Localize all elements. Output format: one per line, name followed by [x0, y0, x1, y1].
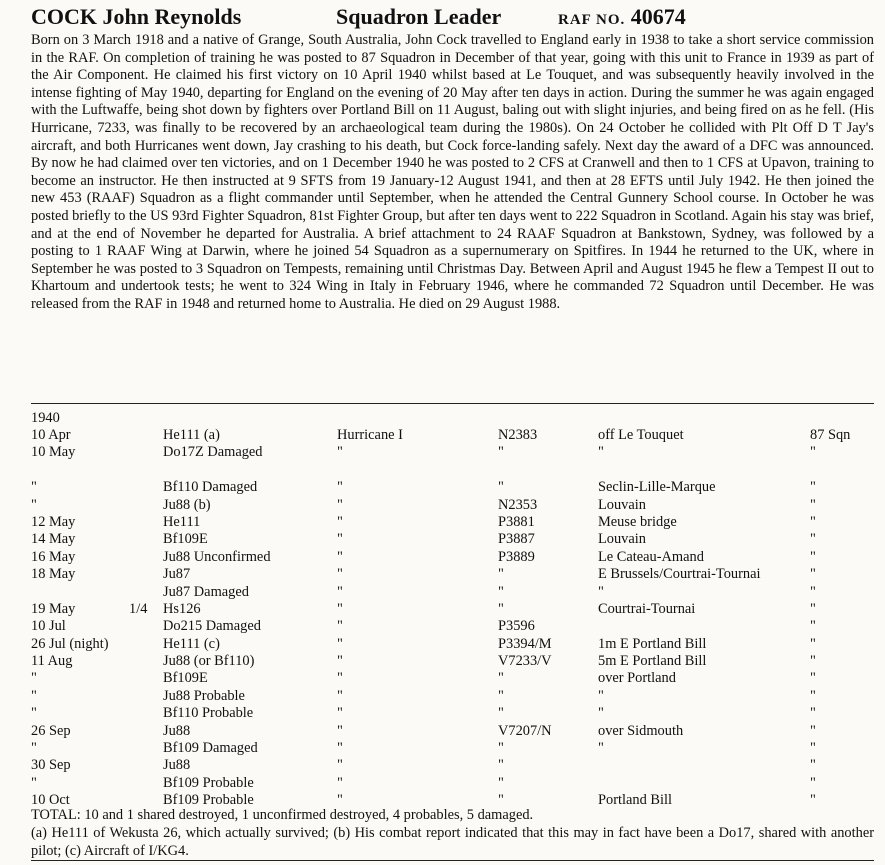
table-row [31, 618, 881, 635]
claim-serial-cell: P3881 [498, 513, 535, 530]
claim-date-cell: 10 Jul [31, 618, 66, 635]
claim-aircraft-cell: " [337, 740, 343, 757]
claim-squadron-cell: " [810, 740, 816, 757]
table-row [31, 723, 881, 740]
claim-serial-cell: V7233/V [498, 653, 552, 670]
raf-number-label: RAF NO. [558, 12, 626, 28]
claim-location-cell: " [598, 705, 604, 722]
claim-serial-cell: V7207/N [498, 722, 552, 739]
table-row [31, 653, 881, 670]
raf-number [558, 4, 686, 30]
claim-serial-cell: P3596 [498, 618, 535, 635]
claim-date-cell: 26 Sep [31, 722, 71, 739]
claim-squadron-cell: " [810, 653, 816, 670]
claim-aircraft-cell: " [337, 566, 343, 583]
claim-serial-cell: N2353 [498, 496, 538, 513]
claim-serial-cell: " [498, 479, 504, 496]
claim-aircraft-cell: " [337, 774, 343, 791]
claim-serial-cell: " [498, 566, 504, 583]
claim-aircraft-cell: " [337, 635, 343, 652]
biography-paragraph: Born on 3 March 1918 and a native of Grange, South Australia, John Cock travelled to England early in 1938 to take a short service commission in the RAF. On completion of training he was posted to 87 Squadron in December of that year, going with this unit to France in 1939 as part of the Air Component. He claimed his first victory on 10 April 1940 whilst based at Le Touquet, and was subsequently heavily involved in the intense fighting of May 1940, departing for England on the evening of 20 May after ten days in action. During the summer he was again engaged with the Luftwaffe, being shot down by fighters over Portland Bill on 11 August, baling out with slight injuries, and being fired on as he fell. (His Hurricane, 7233, was finally to be recovered by an archaeological team during the 1980s). On 24 October he collided with Plt Off D T Jay's aircraft, and both Hurricanes went down, Jay crashing to his death, but Cock force-landing safely. Next day the award of a DFC was announced. By now he had claimed over ten victories, and on 1 December 1940 he was posted to 2 CFS at Cranwell and then to 1 CFS at Upavon, training to become an instructor. He then instructed at 9 SFTS from 19 January-12 August 1941, and then at 28 EFTS until July 1942. He then joined the new 453 (RAAF) Squadron as a flight commander until September, when he attended the Central Gunnery School course. In October he was posted briefly to the US 93rd Fighter Squadron, 81st Fighter Group, but after ten days went to 222 Squadron in Scotland. Again his stay was brief, and at the end of November he departed for Australia. A brief attachment to 24 RAAF Squadron at Bankstown, Sydney, was followed by a posting to 1 RAAF Wing at Darwin, where he joined 54 Squadron as a supernumerary on Spitfires. In 1944 he returned to the UK, where in September he was posted to 3 Squadron on Tempests, remaining until Christmas Day. Between April and August 1945 he flew a Tempest II out to Khartoum and undertook tests; he went to 324 Wing in Italy in February 1946, where he commanded 72 Squadron until December. He was released from the RAF in 1948 and returned home to Australia. He died on 29 August 1988. [31, 32, 874, 312]
claim-serial-cell: " [498, 705, 504, 722]
claim-location-cell: off Le Touquet [598, 427, 684, 443]
claim-date-cell: 14 May [31, 531, 76, 548]
claim-aircraft-cell: " [337, 653, 343, 670]
claim-aircraft-cell: " [337, 513, 343, 530]
claim-squadron-cell: 87 Sqn [810, 427, 851, 443]
claim-type-cell: He111 [163, 513, 201, 530]
claim-serial-cell: " [498, 687, 504, 704]
claim-serial-cell: " [498, 757, 504, 774]
claim-aircraft-cell: " [337, 670, 343, 687]
claim-aircraft-cell: " [337, 531, 343, 548]
table-row [31, 705, 881, 722]
table-row [31, 531, 881, 548]
pilot-rank: Squadron Leader [336, 4, 502, 29]
claim-squadron-cell: " [810, 687, 816, 704]
claims-rows [31, 427, 881, 810]
claim-squadron-cell: " [810, 531, 816, 548]
table-row [31, 549, 881, 566]
claim-squadron-cell: " [810, 792, 816, 809]
claim-date-cell: 10 Oct [31, 792, 70, 809]
claim-aircraft-cell: " [337, 600, 343, 617]
claim-squadron-cell: " [810, 566, 816, 583]
claim-type-cell: Ju88 [163, 722, 191, 739]
bottom-divider [31, 860, 874, 861]
raf-number-value: 40674 [630, 4, 686, 29]
top-divider [31, 403, 874, 404]
claim-date-cell: 18 May [31, 566, 76, 583]
claim-date-cell: 12 May [31, 513, 76, 530]
claim-serial-cell: " [498, 600, 504, 617]
claim-type-cell: He111 (a) [163, 427, 220, 443]
claim-type-cell: Ju87 [163, 566, 191, 583]
claim-location-cell: Seclin-Lille-Marque [598, 479, 716, 496]
claim-aircraft-cell: " [337, 757, 343, 774]
claim-location-cell: over Sidmouth [598, 722, 684, 739]
table-row [31, 636, 881, 653]
claim-type-cell: Ju88 (or Bf110) [163, 653, 255, 670]
table-row [31, 757, 881, 774]
claim-type-cell: Ju88 (b) [163, 496, 211, 513]
claim-type-cell: Bf109E [163, 670, 208, 687]
claim-serial-cell: " [498, 583, 504, 600]
claim-location-cell: " [598, 740, 604, 757]
claim-location-cell: " [598, 444, 604, 461]
table-row [31, 775, 881, 792]
claim-type-cell: Ju87 Damaged [163, 583, 249, 600]
claim-share-cell: 1/4 [129, 600, 148, 617]
claim-squadron-cell: " [810, 444, 816, 461]
claim-location-cell: Courtrai-Tournai [598, 600, 696, 617]
table-row [31, 670, 881, 687]
claim-type-cell: Do215 Damaged [163, 618, 261, 635]
claim-date-cell: 26 Jul (night) [31, 635, 109, 652]
claim-type-cell: Do17Z Damaged [163, 444, 263, 461]
claim-date-cell: " [31, 479, 37, 496]
claims-table [31, 410, 881, 810]
claims-year: 1940 [31, 410, 60, 426]
claim-date-cell: " [31, 705, 37, 722]
claim-location-cell: Louvain [598, 496, 646, 513]
table-row [31, 479, 881, 496]
claim-squadron-cell: " [810, 722, 816, 739]
claim-squadron-cell: " [810, 513, 816, 530]
claim-type-cell: Ju88 Probable [163, 687, 245, 704]
claim-type-cell: Bf110 Damaged [163, 479, 258, 496]
claim-type-cell: Hs126 [163, 600, 201, 617]
claim-location-cell: Portland Bill [598, 792, 672, 809]
claim-squadron-cell: " [810, 600, 816, 617]
table-row [31, 497, 881, 514]
claim-squadron-cell: " [810, 618, 816, 635]
table-row [31, 601, 881, 618]
claim-serial-cell: " [498, 670, 504, 687]
claim-serial-cell: " [498, 774, 504, 791]
claim-location-cell: Le Cateau-Amand [598, 548, 704, 565]
claim-squadron-cell: " [810, 548, 816, 565]
claim-squadron-cell: " [810, 496, 816, 513]
claim-location-cell: Meuse bridge [598, 513, 677, 530]
claim-squadron-cell: " [810, 635, 816, 652]
table-row [31, 462, 881, 479]
table-row [31, 584, 881, 601]
claim-location-cell: E Brussels/Courtrai-Tournai [598, 566, 761, 583]
table-row [31, 444, 881, 461]
table-row [31, 514, 881, 531]
claim-location-cell: 1m E Portland Bill [598, 635, 707, 652]
claim-serial-cell: " [498, 792, 504, 809]
claim-aircraft-cell: " [337, 687, 343, 704]
claim-aircraft-cell: " [337, 618, 343, 635]
entry-header [31, 4, 871, 30]
claim-serial-cell: N2383 [498, 427, 538, 443]
claim-type-cell: Bf109 Probable [163, 792, 254, 809]
claim-date-cell: " [31, 687, 37, 704]
claim-location-cell: " [598, 687, 604, 704]
claim-squadron-cell: " [810, 479, 816, 496]
claim-squadron-cell: " [810, 757, 816, 774]
claim-type-cell: Bf110 Probable [163, 705, 254, 722]
claim-aircraft-cell: " [337, 705, 343, 722]
claim-serial-cell: " [498, 444, 504, 461]
claim-aircraft-cell: " [337, 444, 343, 461]
claims-notes: (a) He111 of Wekusta 26, which actually survived; (b) His combat report indicated that this may in fact have been a Do17, shared with another pilot; (c) Aircraft of I/KG4. [31, 825, 874, 859]
claim-date-cell: 16 May [31, 548, 76, 565]
claim-date-cell: 10 May [31, 444, 76, 461]
claim-aircraft-cell: " [337, 548, 343, 565]
claim-type-cell: Bf109 Probable [163, 774, 254, 791]
claim-type-cell: Ju88 Unconfirmed [163, 548, 271, 565]
claim-aircraft-cell: Hurricane I [337, 427, 403, 443]
claim-squadron-cell: " [810, 583, 816, 600]
claim-aircraft-cell: " [337, 496, 343, 513]
claim-aircraft-cell: " [337, 792, 343, 809]
table-row [31, 740, 881, 757]
claim-date-cell: 19 May [31, 600, 76, 617]
claim-serial-cell: P3394/M [498, 635, 552, 652]
table-row [31, 688, 881, 705]
claim-date-cell: " [31, 496, 37, 513]
claim-date-cell: " [31, 670, 37, 687]
claim-type-cell: Bf109 Damaged [163, 740, 258, 757]
claim-date-cell: " [31, 774, 37, 791]
claim-squadron-cell: " [810, 670, 816, 687]
claim-type-cell: Bf109E [163, 531, 208, 548]
claim-serial-cell: P3887 [498, 531, 535, 548]
claim-squadron-cell: " [810, 705, 816, 722]
claim-location-cell: " [598, 583, 604, 600]
claim-aircraft-cell: " [337, 479, 343, 496]
claim-location-cell: over Portland [598, 670, 676, 687]
pilot-name: COCK John Reynolds [31, 4, 242, 29]
claim-date-cell: 11 Aug [31, 653, 73, 670]
table-row [31, 427, 881, 444]
claim-squadron-cell: " [810, 774, 816, 791]
claim-date-cell: 10 Apr [31, 427, 71, 443]
claim-date-cell: " [31, 740, 37, 757]
claim-serial-cell: P3889 [498, 548, 535, 565]
claim-date-cell: 30 Sep [31, 757, 71, 774]
claim-aircraft-cell: " [337, 583, 343, 600]
claim-type-cell: He111 (c) [163, 635, 220, 652]
claim-aircraft-cell: " [337, 722, 343, 739]
claim-type-cell: Ju88 [163, 757, 191, 774]
table-row [31, 566, 881, 583]
claim-serial-cell: " [498, 740, 504, 757]
claim-location-cell: Louvain [598, 531, 646, 548]
claim-location-cell: 5m E Portland Bill [598, 653, 707, 670]
claims-total: TOTAL: 10 and 1 shared destroyed, 1 unconfirmed destroyed, 4 probables, 5 damaged. [31, 807, 534, 823]
